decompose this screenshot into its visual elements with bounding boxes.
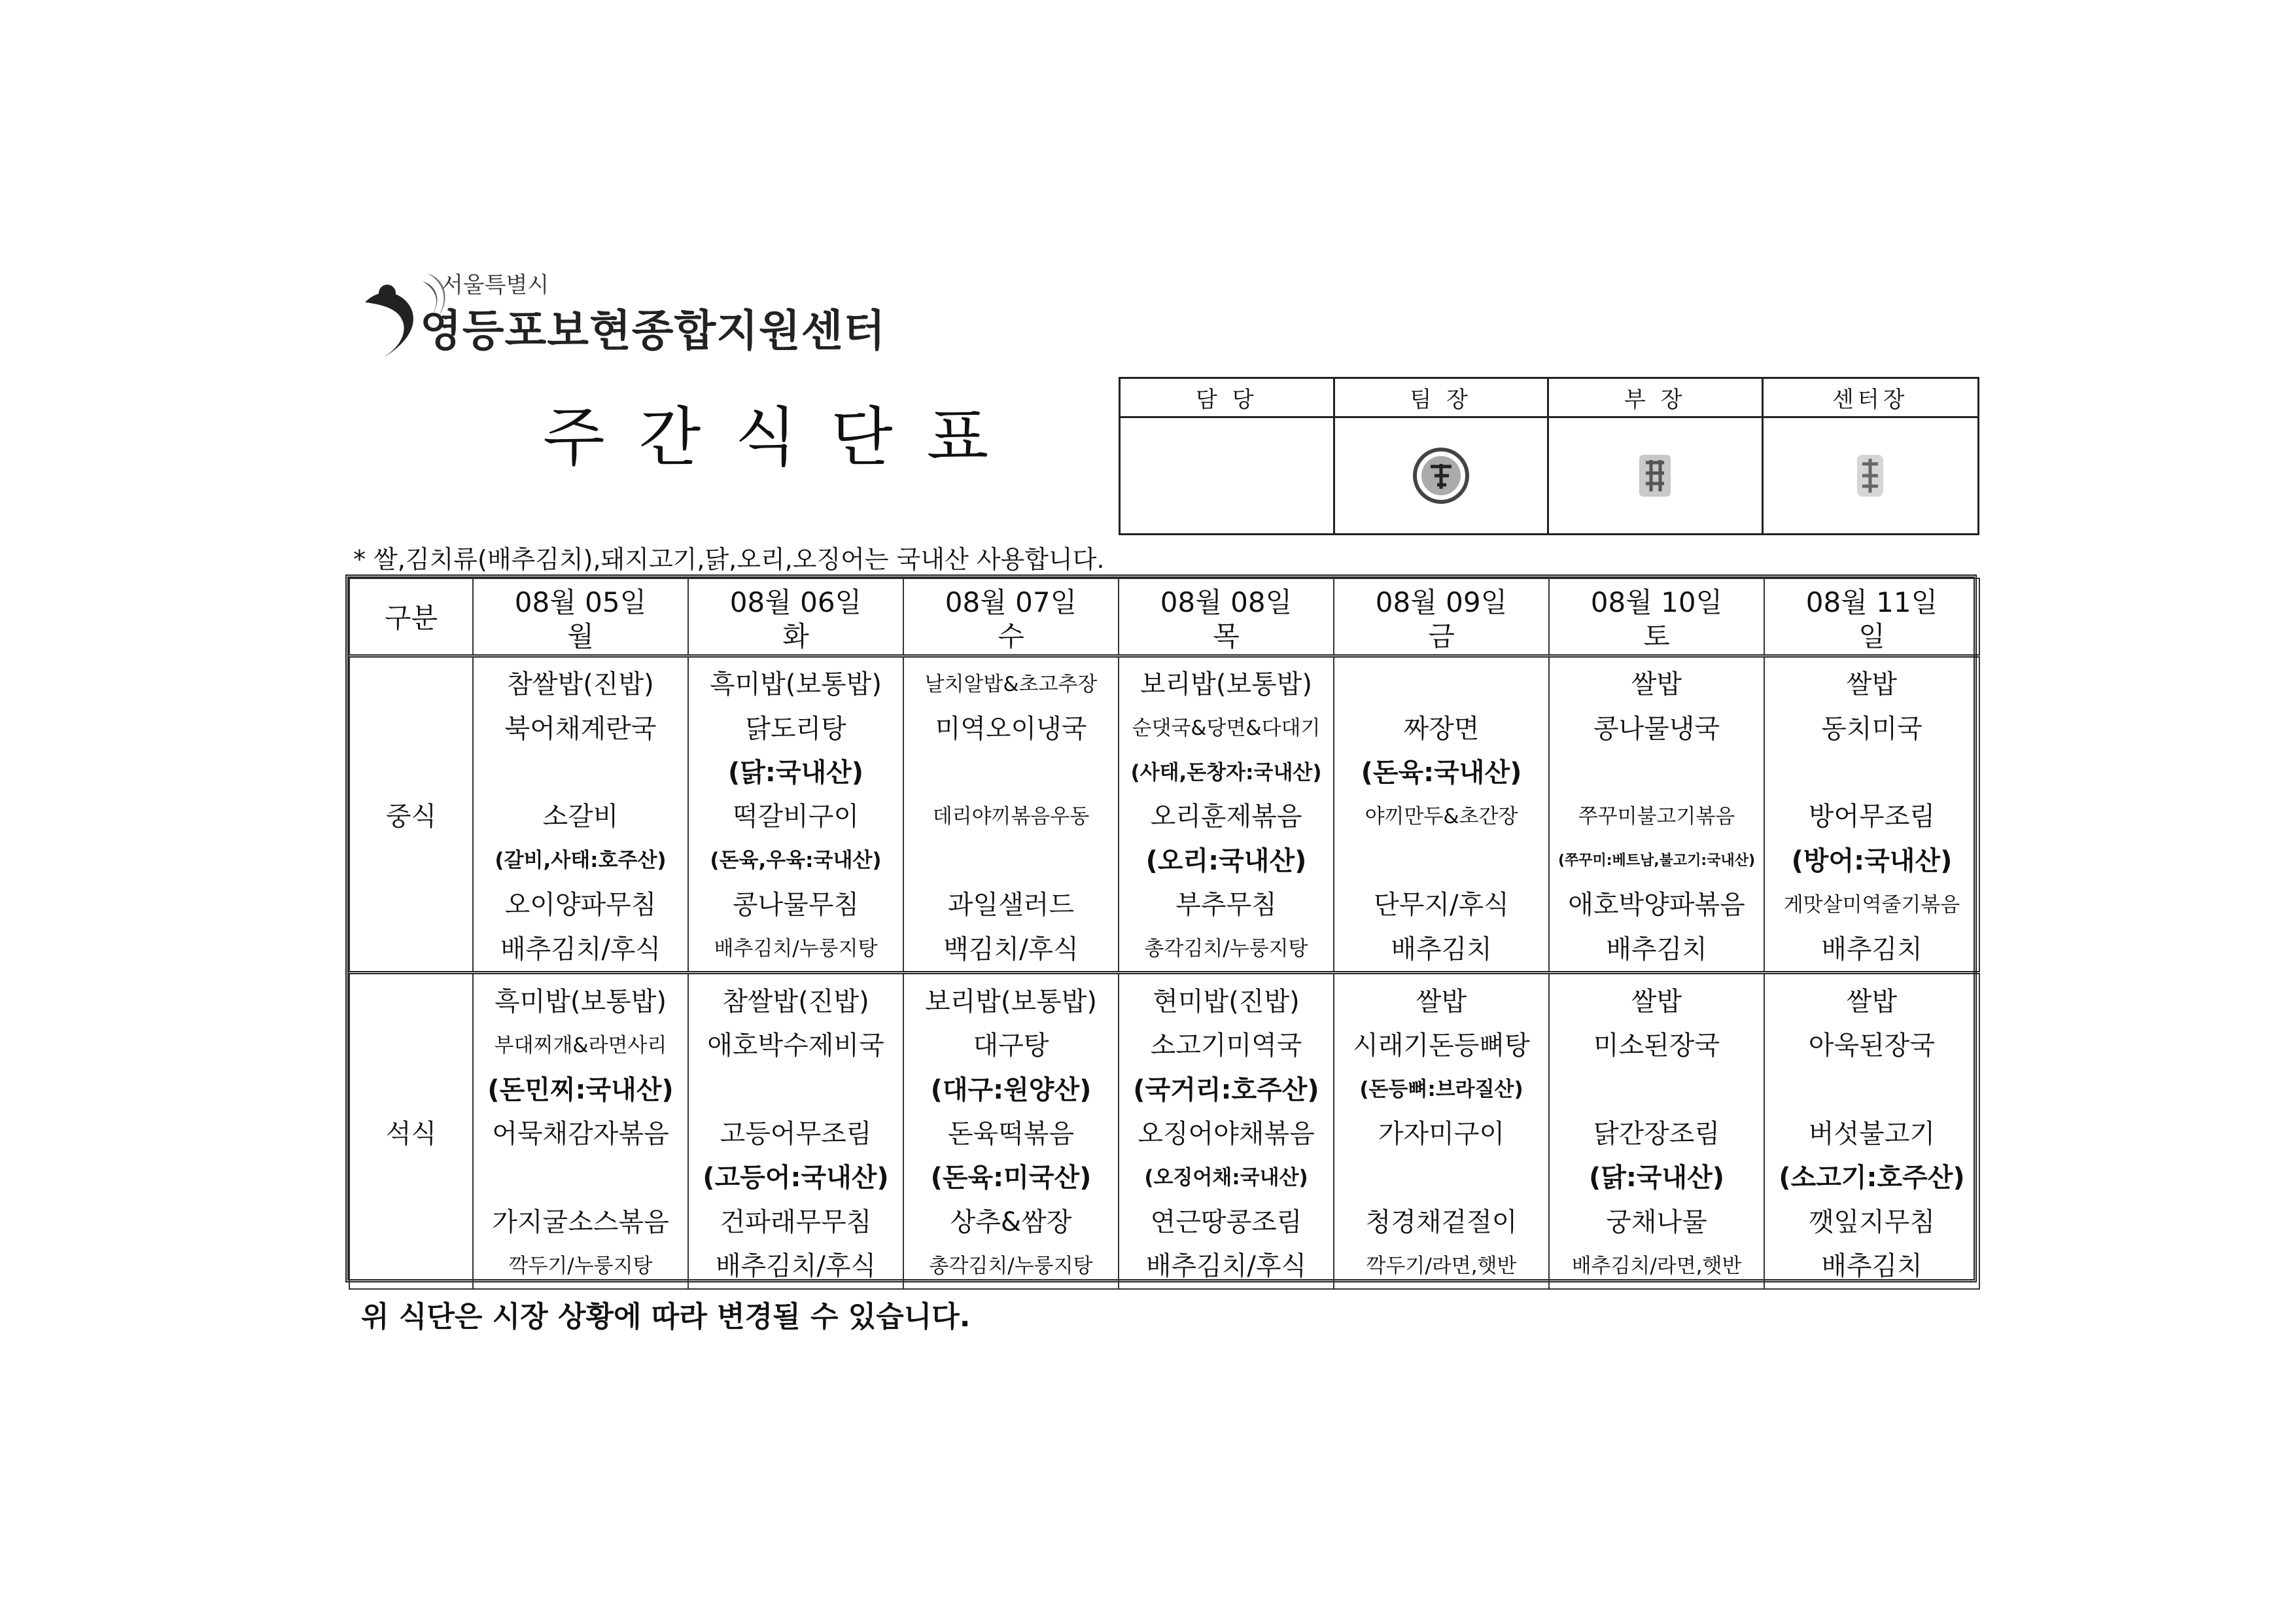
menu-item: 쌀밥 [1631, 986, 1682, 1017]
menu-item: 단무지/후식 [1374, 890, 1509, 921]
menu-item: 데리야끼볶음우동 [932, 805, 1090, 829]
menu-item: 보리밥(보통밥) [924, 986, 1098, 1017]
menu-origin: (고등어:국내산) [703, 1163, 889, 1193]
menu-origin: (닭:국내산) [1588, 1163, 1725, 1193]
logo-city-text: 서울특별시 [442, 272, 549, 298]
day-date: 08월 06일 [729, 586, 862, 618]
approval-signature-team-leader [1335, 418, 1550, 533]
approval-signature-manager [1549, 418, 1764, 533]
menu-item [1334, 1156, 1548, 1200]
menu-item: 돈육떡볶음 [947, 1119, 1075, 1150]
menu-item: 궁채나물 [1606, 1207, 1707, 1237]
seal-stamp-icon [1411, 446, 1471, 506]
day-date: 08월 08일 [1160, 586, 1293, 618]
menu-item: 동치미국 [1821, 713, 1922, 744]
menu-item: 게맛살미역줄기볶음 [1783, 892, 1960, 917]
meal-label-dinner: 석식 [349, 973, 473, 1289]
day-weekday: 화 [782, 620, 809, 652]
menu-item: 배추김치 [1391, 934, 1492, 964]
menu-item: 상추&쌈장 [950, 1207, 1072, 1237]
logo-org-name: 영등포보현종합지원센터 [420, 306, 886, 356]
menu-origin: (오징어채:국내산) [1144, 1166, 1308, 1190]
lunch-row [349, 656, 1979, 973]
menu-item: 버섯불고기 [1808, 1119, 1936, 1150]
page-title: 주간식단표 [543, 400, 1023, 475]
menu-item [1550, 750, 1764, 794]
menu-cell [688, 656, 903, 973]
menu-item: 대구탕 [973, 1031, 1049, 1061]
menu-item: 소고기미역국 [1150, 1031, 1302, 1061]
day-weekday: 금 [1428, 620, 1455, 652]
approval-header-director: 센터장 [1764, 379, 1978, 418]
menu-item: 날치알밥&초고추장 [924, 672, 1098, 696]
menu-cell [1119, 973, 1334, 1289]
menu-cell [1764, 656, 1979, 973]
menu-item: 깍두기/라면,햇반 [1366, 1254, 1517, 1278]
day-date: 08월 10일 [1590, 586, 1723, 618]
day-weekday: 월 [567, 620, 594, 652]
menu-item: 건파래무무침 [720, 1207, 872, 1237]
menu-origin: (돈육,우육:국내산) [710, 849, 882, 873]
menu-item: 아욱된장국 [1808, 1031, 1936, 1061]
menu-item: 배추김치/후식 [715, 1251, 877, 1282]
day-header [473, 578, 688, 656]
day-header [1549, 578, 1764, 656]
menu-origin: (돈등뼈:브라질산) [1359, 1078, 1523, 1102]
menu-item: 배추김치 [1821, 1251, 1922, 1282]
menu-origin: (오리:국내산) [1145, 845, 1307, 876]
menu-item: 가자미구이 [1378, 1119, 1505, 1150]
menu-item: 미역오이냉국 [935, 713, 1087, 744]
approval-header-team-leader: 팀 장 [1335, 379, 1550, 418]
menu-cell [1549, 973, 1764, 1289]
menu-item [689, 1068, 903, 1112]
menu-origin: (소고기:호주산) [1779, 1163, 1965, 1193]
approval-header-manager: 부 장 [1549, 379, 1764, 418]
menu-item: 흑미밥(보통밥) [494, 986, 667, 1017]
menu-origin: (돈육:미국산) [930, 1163, 1092, 1193]
menu-item: 콩나물냉국 [1593, 713, 1720, 744]
menu-item: 연근땅콩조림 [1150, 1207, 1302, 1237]
seal-stamp-icon [1625, 446, 1685, 506]
menu-cell [1119, 656, 1334, 973]
menu-item: 어묵채감자볶음 [492, 1119, 669, 1150]
menu-item [1334, 663, 1548, 707]
menu-cell [1764, 973, 1979, 1289]
day-date: 08월 07일 [945, 586, 1077, 618]
menu-item: 배추김치/후식 [500, 934, 661, 964]
approval-box [1119, 377, 1979, 535]
day-header [1334, 578, 1549, 656]
menu-cell [1334, 973, 1549, 1289]
menu-item [474, 750, 687, 794]
menu-item: 짜장면 [1403, 713, 1480, 744]
menu-item: 애호박양파볶음 [1568, 890, 1745, 921]
menu-item: 부추무침 [1175, 890, 1277, 921]
menu-item: 깍두기/누룽지탕 [508, 1254, 653, 1278]
menu-item: 배추김치/후식 [1145, 1251, 1307, 1282]
menu-cell [688, 973, 903, 1289]
menu-item [474, 1156, 687, 1200]
day-header [903, 578, 1119, 656]
menu-item: 깻잎지무침 [1808, 1207, 1936, 1237]
menu-item [904, 750, 1118, 794]
approval-signature-director [1764, 418, 1978, 533]
menu-item: 오리훈제볶음 [1150, 802, 1302, 832]
menu-item: 닭간장조림 [1593, 1119, 1720, 1150]
day-weekday: 목 [1213, 620, 1240, 652]
menu-item: 소갈비 [542, 802, 619, 832]
menu-item: 보리밥(보통밥) [1139, 669, 1313, 700]
menu-origin: (방어:국내산) [1791, 845, 1953, 876]
menu-item: 닭도리탕 [745, 713, 846, 744]
seal-stamp-icon [1840, 446, 1900, 506]
menu-item: 배추김치 [1821, 934, 1922, 964]
menu-item: 애호박수제비국 [707, 1031, 884, 1061]
day-header [1764, 578, 1979, 656]
menu-item: 부대찌개&라면사리 [494, 1034, 667, 1058]
menu-item [1765, 750, 1979, 794]
footer-note: 위 식단은 시장 상황에 따라 변경될 수 있습니다. [361, 1300, 971, 1333]
menu-item: 쌀밥 [1416, 986, 1467, 1017]
day-date: 08월 05일 [514, 586, 647, 618]
menu-cell [473, 656, 688, 973]
menu-cell [903, 973, 1119, 1289]
menu-item: 쌀밥 [1846, 669, 1898, 700]
origin-note: * 쌀,김치류(배추김치),돼지고기,닭,오리,오징어는 국내산 사용합니다. [353, 545, 1105, 574]
day-weekday: 일 [1858, 620, 1885, 652]
menu-item: 시래기돈등뼈탕 [1353, 1031, 1530, 1061]
table-corner-label: 구분 [349, 578, 473, 656]
menu-origin: (대구:원양산) [930, 1074, 1092, 1105]
menu-cell [903, 656, 1119, 973]
menu-item: 야끼만두&초간장 [1365, 805, 1518, 829]
menu-item [1334, 839, 1548, 883]
menu-cell [1334, 656, 1549, 973]
menu-item: 쭈꾸미불고기볶음 [1578, 805, 1735, 829]
menu-cell [473, 973, 688, 1289]
approval-signature-staff [1121, 418, 1335, 533]
menu-item [904, 839, 1118, 883]
menu-origin: (닭:국내산) [727, 757, 864, 788]
menu-item: 방어무조림 [1808, 802, 1936, 832]
menu-item: 총각김치/누룽지탕 [929, 1254, 1093, 1278]
weekly-menu-table [345, 574, 1977, 1282]
menu-item: 배추김치/라면,햇반 [1571, 1254, 1742, 1278]
menu-item: 백김치/후식 [943, 934, 1079, 964]
day-header [688, 578, 903, 656]
menu-item: 참쌀밥(진밥) [722, 986, 869, 1017]
menu-origin: (사태,돈창자:국내산) [1130, 760, 1322, 785]
menu-origin: (돈민찌:국내산) [487, 1074, 674, 1105]
menu-item: 미소된장국 [1593, 1031, 1720, 1061]
menu-item: 쌀밥 [1846, 986, 1898, 1017]
menu-item: 콩나물무침 [732, 890, 860, 921]
day-date: 08월 09일 [1375, 586, 1508, 618]
menu-item: 오이양파무침 [504, 890, 657, 921]
menu-item: 떡갈비구이 [732, 802, 860, 832]
menu-item [1550, 1068, 1764, 1112]
menu-item: 북어채계란국 [504, 713, 657, 744]
menu-item: 청경채겉절이 [1365, 1207, 1518, 1237]
menu-item: 총각김치/누룽지탕 [1144, 937, 1308, 961]
menu-item: 쌀밥 [1631, 669, 1682, 700]
dinner-row [349, 973, 1979, 1289]
menu-item: 오징어야채볶음 [1138, 1119, 1315, 1150]
meal-label-lunch: 중식 [349, 656, 473, 973]
menu-item: 순댓국&당면&다대기 [1132, 716, 1321, 741]
menu-item: 배추김치 [1606, 934, 1707, 964]
menu-item: 과일샐러드 [947, 890, 1075, 921]
day-weekday: 토 [1643, 620, 1670, 652]
menu-origin: (돈육:국내산) [1361, 757, 1522, 788]
menu-origin: (갈비,사태:호주산) [495, 849, 667, 873]
menu-item: 현미밥(진밥) [1153, 986, 1300, 1017]
menu-item: 고등어무조림 [720, 1119, 872, 1150]
approval-header-staff: 담 당 [1121, 379, 1335, 418]
table-header-row [349, 578, 1979, 656]
center-logo [360, 262, 886, 360]
menu-item: 흑미밥(보통밥) [709, 669, 882, 700]
menu-origin: (쭈꾸미:베트남,불고기:국내산) [1557, 853, 1756, 870]
day-date: 08월 11일 [1805, 586, 1938, 618]
day-header [1119, 578, 1334, 656]
menu-item: 가지굴소스볶음 [492, 1207, 669, 1237]
menu-origin: (국거리:호주산) [1133, 1074, 1319, 1105]
menu-cell [1549, 656, 1764, 973]
menu-item: 배추김치/누룽지탕 [714, 937, 878, 961]
menu-item: 참쌀밥(진밥) [507, 669, 654, 700]
menu-item [1765, 1068, 1979, 1112]
day-weekday: 수 [998, 620, 1024, 652]
